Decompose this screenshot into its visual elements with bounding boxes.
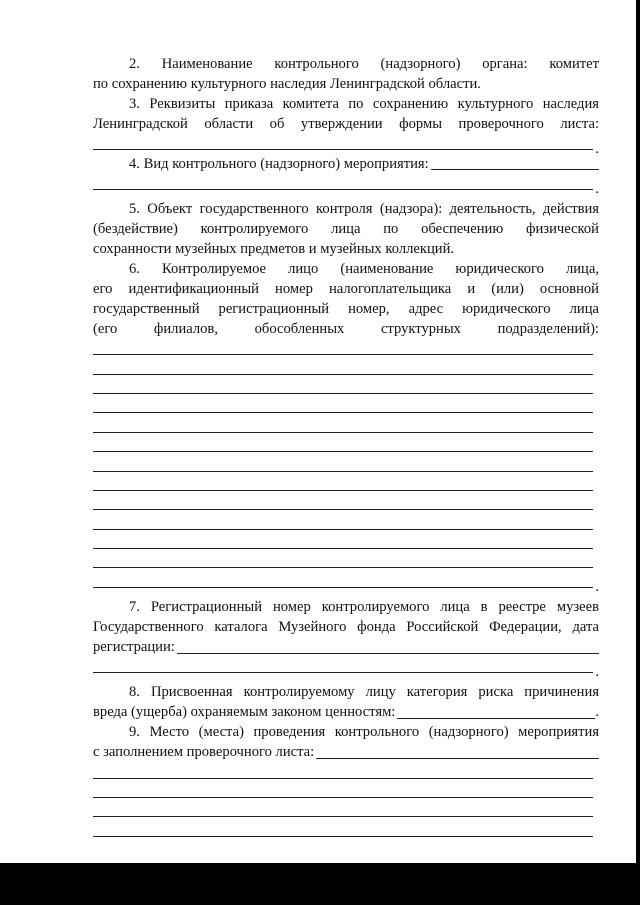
blank-rule: [93, 374, 593, 375]
item-4-label: 4. Вид контрольного (надзорного) мероприятия:: [129, 155, 429, 172]
item-6-line-3: государственный регистрационный номер, адрес юридического лица: [93, 300, 599, 317]
item-7-field[interactable]: [93, 638, 599, 658]
scan-edge-bottom: [0, 863, 640, 905]
item-4-field[interactable]: [93, 154, 599, 174]
blank-rule: [93, 778, 593, 779]
item-9-blank-line[interactable]: [93, 821, 599, 840]
item-9-blank-line[interactable]: [93, 763, 599, 782]
item-5-line-3: сохранности музейных предметов и музейных коллекций.: [93, 240, 455, 257]
blank-rule: [93, 672, 593, 673]
blank-rule: [93, 149, 593, 150]
item-6-blank-line[interactable]: [93, 359, 599, 378]
period: .: [595, 704, 599, 721]
item-8-line-1: 8. Присвоенная контролируемому лицу категория риска причинения: [129, 684, 599, 701]
item-4-rule: [431, 169, 599, 170]
blank-rule: [93, 797, 593, 798]
item-6-blank-line-last[interactable]: [93, 572, 599, 595]
item-7-label: регистрации:: [93, 639, 175, 656]
period: .: [595, 141, 599, 158]
item-6-blank-line[interactable]: [93, 379, 599, 398]
blank-rule: [93, 548, 593, 549]
item-6-blank-line[interactable]: [93, 456, 599, 475]
period: .: [595, 180, 599, 197]
blank-rule: [93, 836, 593, 837]
blank-rule: [93, 354, 593, 355]
item-6-blank-line[interactable]: [93, 437, 599, 456]
item-2-line-1: 2. Наименование контрольного (надзорного) органа: комитет: [129, 56, 599, 72]
item-8-field[interactable]: [93, 703, 599, 723]
item-5-line-1: 5. Объект государственного контроля (надзора): деятельность, действия: [129, 200, 599, 217]
item-4-blank-line[interactable]: [93, 174, 599, 197]
blank-rule: [93, 567, 593, 568]
item-6-blank-line[interactable]: [93, 398, 599, 417]
item-7-line-1: 7. Регистрационный номер контролируемого лица в реестре музеев: [129, 598, 599, 615]
item-3-line-1: 3. Реквизиты приказа комитета по сохранению культурного наследия: [129, 96, 599, 112]
blank-rule: [93, 816, 593, 817]
item-6-blank-line[interactable]: [93, 514, 599, 533]
item-9-label: с заполнением проверочного листа:: [93, 744, 315, 761]
blank-rule: [93, 432, 593, 433]
item-9-blank-line[interactable]: [93, 783, 599, 802]
item-6-blank-line[interactable]: [93, 417, 599, 436]
item-9-line-1: 9. Место (места) проведения контрольного (надзорного) мероприятия: [129, 724, 599, 741]
period: .: [595, 578, 599, 595]
blank-rule: [93, 412, 593, 413]
item-9-rule: [316, 758, 599, 759]
item-6-blank-line[interactable]: [93, 340, 599, 359]
item-8-rule: [397, 718, 595, 719]
item-7-blank-line[interactable]: [93, 658, 599, 681]
blank-rule: [93, 189, 593, 190]
blank-rule: [93, 587, 593, 588]
blank-rule: [93, 451, 593, 452]
item-5-line-2: (бездействие) контролируемого лица по обеспечению физической: [93, 220, 599, 237]
item-6-blank-line[interactable]: [93, 476, 599, 495]
item-7-line-2: Государственного каталога Музейного фонда Российской Федерации, дата: [93, 618, 599, 635]
item-6-blank-line[interactable]: [93, 534, 599, 553]
item-6-line-1: 6. Контролируемое лицо (наименование юридического лица,: [129, 260, 599, 277]
blank-rule: [93, 471, 593, 472]
item-3-blank-line[interactable]: [93, 135, 599, 158]
item-6-line-4: (его филиалов, обособленных структурных подразделений):: [93, 320, 599, 337]
period: .: [595, 664, 599, 681]
scan-edge-right: [636, 0, 640, 905]
item-9-field[interactable]: [93, 743, 599, 763]
blank-rule: [93, 490, 593, 491]
blank-rule: [93, 529, 593, 530]
blank-rule: [93, 509, 593, 510]
blank-rule: [93, 393, 593, 394]
document-page: [93, 55, 599, 841]
item-7-rule: [177, 653, 599, 654]
item-6-line-2: его идентификационный номер налогоплательщика и (или) основной: [93, 280, 599, 297]
item-2-line-2: по сохранению культурного наследия Ленинградской области.: [93, 76, 481, 92]
item-6-blank-line[interactable]: [93, 553, 599, 572]
item-3-line-2: Ленинградской области об утверждении формы проверочного листа:: [93, 116, 599, 132]
item-9-blank-line[interactable]: [93, 802, 599, 821]
item-8-label: вреда (ущерба) охраняемым законом ценностям:: [93, 704, 396, 721]
item-6-blank-line[interactable]: [93, 495, 599, 514]
